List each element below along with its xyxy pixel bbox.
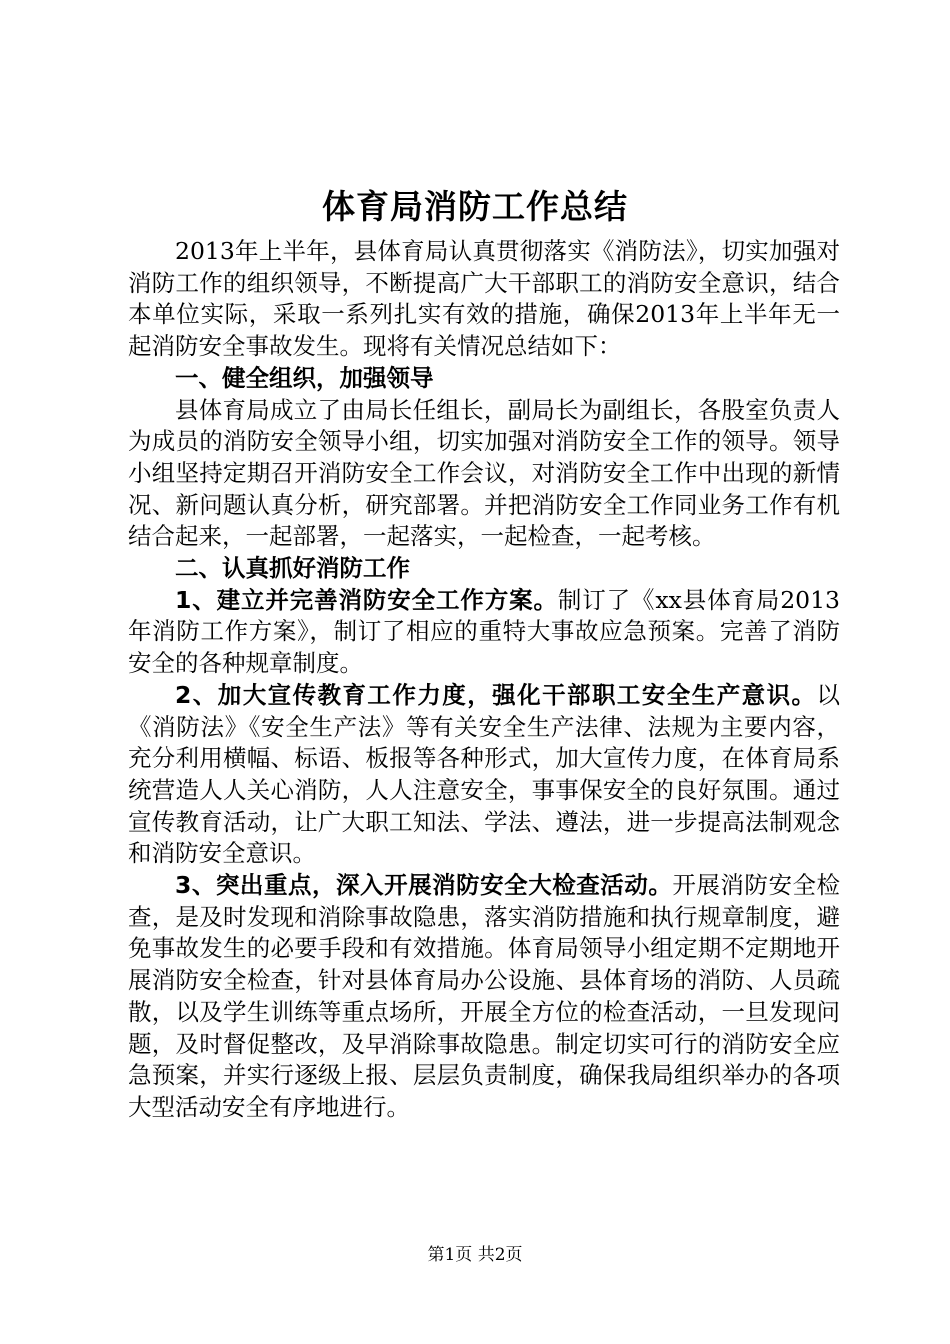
item-1-lead: 1、建立并完善消防安全工作方案。 bbox=[175, 585, 558, 614]
section-1-paragraph: 县体育局成立了由局长任组长，副局长为副组长，各股室负责人为成员的消防安全领导小组，切实加强对消防安全工作的领导。领导小组坚持定期召开消防安全工作会议，对消防安全工作中出现的新情况、新问题认真分析，研究部署。并把消防安全工作同业务工作有机结合起来，一起部署，一起落实，一起检查，一起考核。 bbox=[128, 395, 840, 551]
item-3-lead: 3、突出重点，深入开展消防安全大检查活动。 bbox=[175, 871, 673, 900]
item-3-paragraph bbox=[128, 870, 840, 1124]
intro-paragraph: 2013年上半年，县体育局认真贯彻落实《消防法》，切实加强对消防工作的组织领导，不断提高广大干部职工的消防安全意识，结合本单位实际，采取一系列扎实有效的措施，确保2013年上半年无一起消防安全事故发生。现将有关情况总结如下： bbox=[128, 237, 840, 361]
item-2-text: 以《消防法》《安全生产法》等有关安全生产法律、法规为主要内容，充分利用横幅、标语、板报等各种形式，加大宣传力度，在体育局系统营造人人关心消防，人人注意安全，事事保安全的良好氛围。通过宣传教育活动，让广大职工知法、学法、遵法，进一步提高法制观念和消防安全意识。 bbox=[128, 680, 840, 868]
document-title: 体育局消防工作总结 bbox=[322, 187, 628, 226]
item-1-text: 制订了《xx县体育局2013年消防工作方案》，制订了相应的重特大事故应急预案。完善了消防安全的各种规章制度。 bbox=[128, 585, 840, 678]
item-2-paragraph bbox=[128, 680, 840, 870]
page-footer: 第1页 共2页 bbox=[427, 1245, 523, 1265]
item-3-text: 开展消防安全检查，是及时发现和消除事故隐患，落实消防措施和执行规章制度，避免事故发生的必要手段和有效措施。体育局领导小组定期不定期地开展消防安全检查，针对县体育局办公设施、县体育场的消防、人员疏散，以及学生训练等重点场所，开展全方位的检查活动，一旦发现问题，及时督促整改，及早消除事故隐患。制定切实可行的消防安全应急预案，并实行逐级上报、层层负责制度，确保我局组织举办的各项大型活动安全有序地进行。 bbox=[128, 871, 841, 1121]
item-2-lead: 2、加大宣传教育工作力度，强化干部职工安全生产意识。 bbox=[175, 680, 817, 709]
item-1-paragraph bbox=[128, 585, 840, 680]
section-2-heading: 二、认真抓好消防工作 bbox=[175, 554, 410, 583]
document-body bbox=[128, 236, 840, 1124]
section-1-heading: 一、健全组织，加强领导 bbox=[175, 363, 434, 392]
